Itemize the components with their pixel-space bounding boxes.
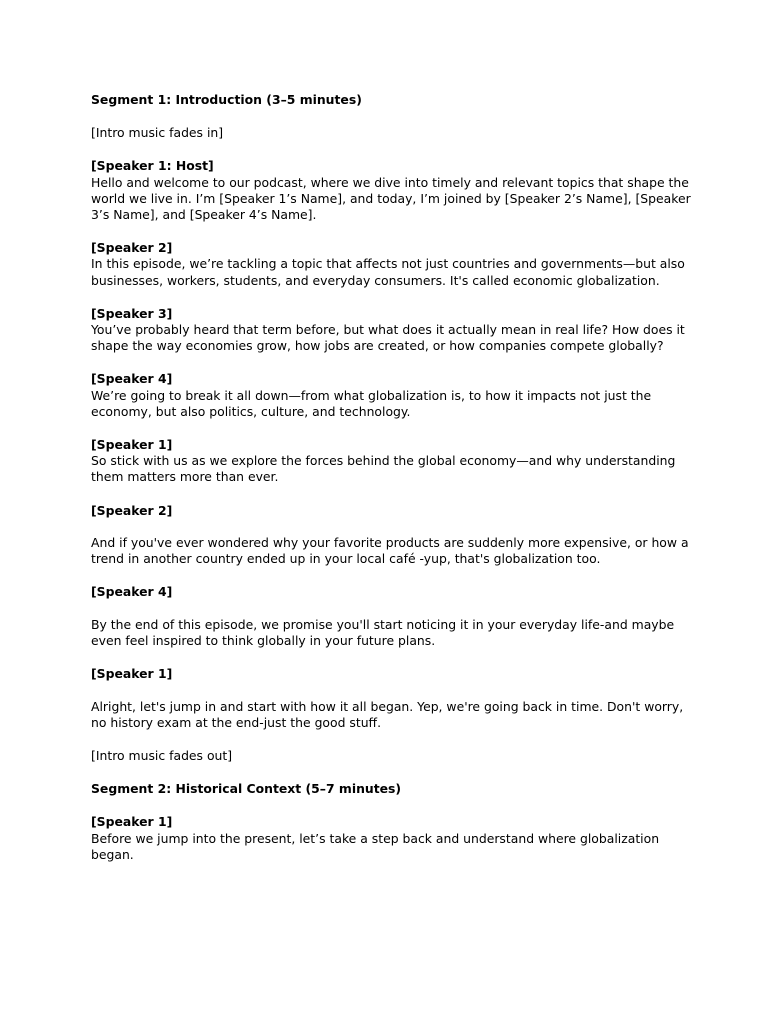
music-cue-out: [Intro music fades out] — [91, 748, 233, 764]
turn-speaker-1-seg2 — [91, 814, 691, 863]
speaker-text: And if you've ever wondered why your favorite products are suddenly more expensive, or how a trend in another country ended up in your local café -yup, that's globalization too. — [91, 535, 689, 567]
turn-speaker-4-b — [91, 584, 691, 649]
speaker-label: [Speaker 1] — [91, 437, 173, 453]
speaker-label: [Speaker 1: Host] — [91, 158, 214, 174]
blank-line — [91, 519, 691, 535]
speaker-label: [Speaker 1] — [91, 814, 173, 830]
speaker-text: So stick with us as we explore the forces behind the global economy—and why understanding them matters more than ever. — [91, 453, 676, 485]
speaker-label: [Speaker 2] — [91, 502, 173, 518]
turn-speaker-1-host — [91, 158, 691, 223]
music-cue-in: [Intro music fades in] — [91, 125, 224, 141]
transcript-page — [91, 92, 691, 880]
turn-speaker-3 — [91, 306, 691, 355]
segment-2-title: Segment 2: Historical Context (5–7 minutes) — [91, 781, 402, 797]
speaker-text: In this episode, we’re tackling a topic that affects not just countries and governments—but also businesses, workers, students, and everyday consumers. It's called economic globalization. — [91, 256, 685, 288]
speaker-label: [Speaker 3] — [91, 305, 173, 321]
turn-speaker-2-b — [91, 503, 691, 568]
blank-line — [91, 601, 691, 617]
speaker-text: Hello and welcome to our podcast, where we dive into timely and relevant topics that shape the world we live in. I’m [Speaker 1’s Name], and today, I’m joined by [Speaker 2’s Name], [Speaker 3’s Name], and [Speaker 4’s Name]. — [91, 174, 691, 223]
turn-speaker-1 — [91, 437, 691, 486]
speaker-label: [Speaker 4] — [91, 584, 173, 600]
segment-1-title: Segment 1: Introduction (3–5 minutes) — [91, 92, 362, 107]
turn-speaker-2 — [91, 240, 691, 289]
turn-speaker-1-b — [91, 666, 691, 731]
speaker-text: Alright, let's jump in and start with how it all began. Yep, we're going back in time. Don't worry, no history exam at the end-just the good stuff. — [91, 698, 684, 730]
blank-line — [91, 682, 691, 698]
speaker-text: By the end of this episode, we promise you'll start noticing it in your everyday life-and maybe even feel inspired to think globally in your future plans. — [91, 616, 675, 649]
speaker-label: [Speaker 1] — [91, 666, 173, 682]
speaker-label: [Speaker 2] — [91, 240, 173, 256]
speaker-text: Before we jump into the present, let’s take a step back and understand where globalization began. — [91, 830, 660, 862]
speaker-text: You’ve probably heard that term before, but what does it actually mean in real life? How does it shape the way economies grow, how jobs are created, or how companies compete globally? — [91, 322, 685, 354]
turn-speaker-4 — [91, 371, 691, 420]
speaker-text: We’re going to break it all down—from what globalization is, to how it impacts not just the economy, but also politics, culture, and technology. — [91, 387, 652, 419]
speaker-label: [Speaker 4] — [91, 371, 173, 387]
